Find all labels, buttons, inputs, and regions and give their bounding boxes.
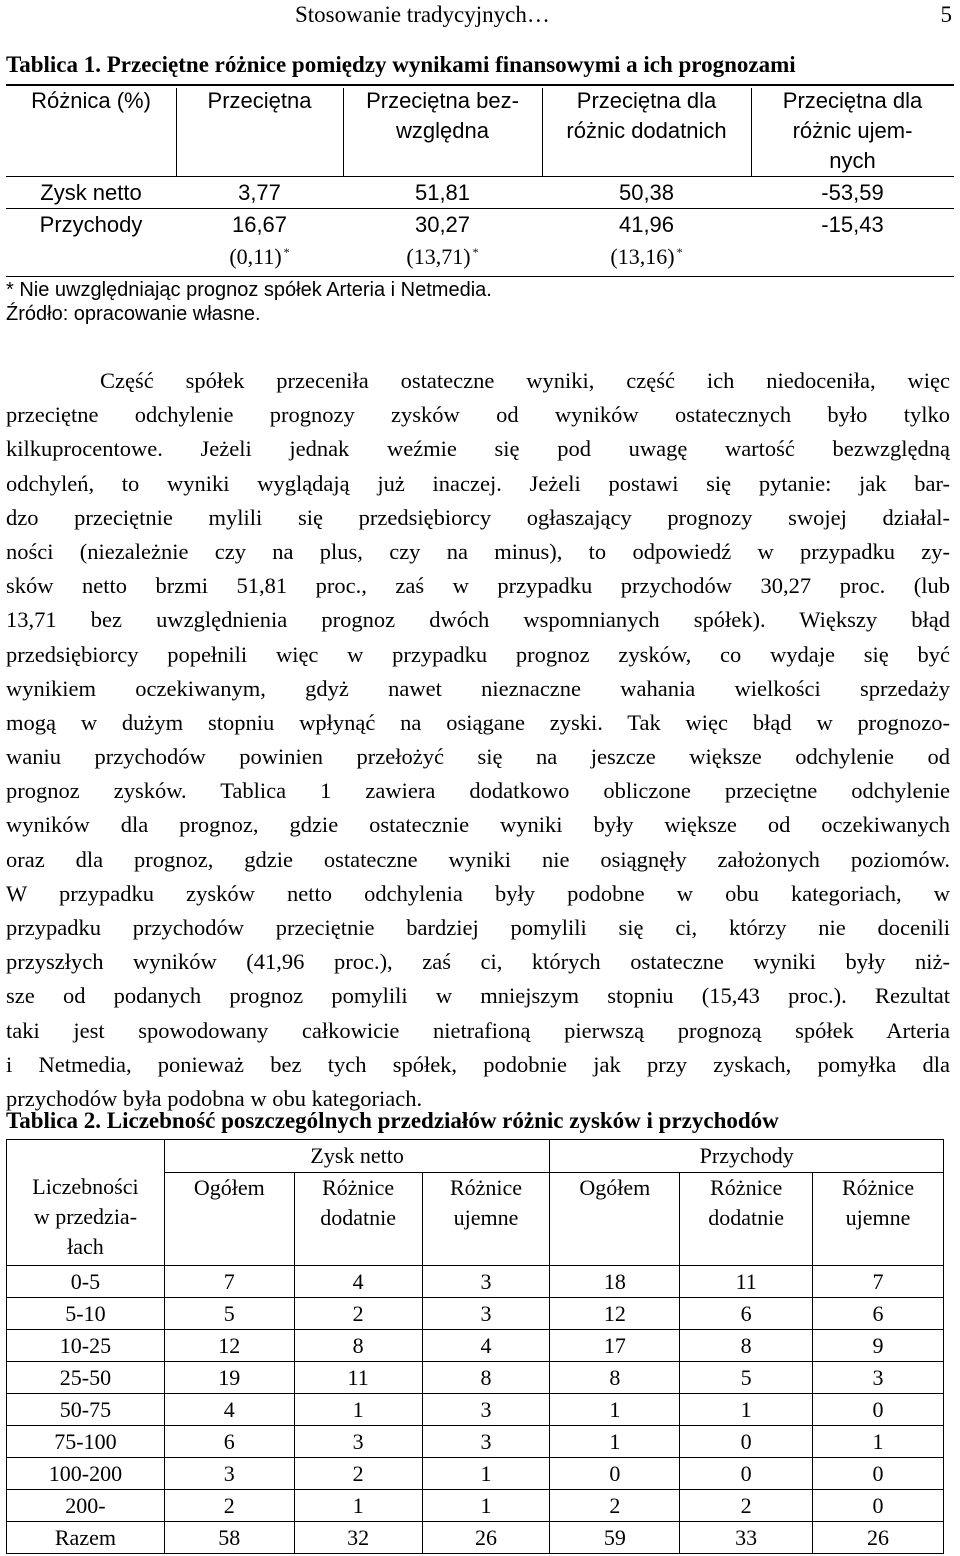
count-cell: 58 (164, 1522, 294, 1554)
table2-sub-roznice-ujemne: Różnice ujemne (813, 1173, 944, 1266)
table1-col-header: Przeciętna (207, 88, 312, 113)
count-cell: 3 (422, 1394, 550, 1426)
count-cell: 6 (164, 1426, 294, 1458)
table2-sub-roznice-ujemne: Różnice ujemne (422, 1173, 550, 1266)
count-cell: 2 (294, 1458, 422, 1490)
count-cell: 0 (813, 1458, 944, 1490)
count-cell: 32 (294, 1522, 422, 1554)
table1-divider (751, 88, 752, 176)
table1-divider (176, 88, 177, 176)
count-cell: 12 (164, 1330, 294, 1362)
table2-sub-ogolem: Ogółem (164, 1173, 294, 1266)
body-line: sków netto brzmi 51,81 proc., zaś w przypadku przychodów 30,27 proc. (lub (6, 573, 950, 599)
body-line: prognoz zysków. Tablica 1 zawiera dodatkowo obliczone przeciętne odchylenie (6, 778, 950, 804)
count-cell: 17 (550, 1330, 680, 1362)
range-label: 0-5 (7, 1266, 165, 1298)
body-line: mogą w dużym stopniu wpłynąć na osiągane zyski. Tak więc błąd w prognozo- (6, 709, 950, 735)
count-cell: 4 (422, 1330, 550, 1362)
count-cell: 1 (680, 1394, 813, 1426)
count-cell: 0 (813, 1394, 944, 1426)
table1-col-header: Przeciętna dla różnic dodatnich (566, 88, 727, 143)
running-title: Stosowanie tradycyjnych… (295, 2, 550, 27)
count-cell: 1 (813, 1426, 944, 1458)
body-line: kilkuprocentowe. Jeżeli jednak weźmie się pod uwagę wartość bezwzględną (6, 436, 950, 462)
table1-bottom-rule (6, 276, 954, 277)
count-cell: 0 (680, 1458, 813, 1490)
table1-col-header: Przeciętna bez- względna (366, 88, 519, 143)
body-line: Część spółek przeceniła ostateczne wyniki, część ich niedoceniła, więc (100, 368, 950, 393)
count-cell: 0 (680, 1426, 813, 1458)
table1-row-rule (6, 208, 954, 209)
cell-negative: -53,59 (821, 180, 884, 205)
table2-row-header: Liczebności w przedzia- łach (7, 1140, 165, 1266)
count-cell: 19 (164, 1362, 294, 1394)
body-line: waniu przychodów powinien przełożyć się na jeszcze większe odchylenie od (6, 744, 950, 770)
table2 (6, 1139, 944, 1554)
body-line: ności (niezależnie czy na plus, czy na minus), to odpowiedź w przypadku zy- (6, 538, 950, 564)
table-row (7, 1490, 944, 1522)
count-cell: 1 (550, 1426, 680, 1458)
table2-sub-roznice-dodatnie: Różnice dodatnie (294, 1173, 422, 1266)
range-label: 200- (7, 1490, 165, 1522)
count-cell: 4 (164, 1394, 294, 1426)
table2-caption: Tablica 2. Liczebność poszczególnych przedziałów różnic zysków i przychodów (6, 1108, 779, 1133)
count-cell: 2 (680, 1490, 813, 1522)
body-line: przeciętne odchylenie prognozy zysków od wyników ostatecznych było tylko (6, 402, 950, 428)
body-line: odchyleń, to wyniki wyglądają już inaczej. Jeżeli postawi się pytanie: jak bar- (6, 470, 950, 496)
count-cell: 7 (164, 1266, 294, 1298)
count-cell: 1 (422, 1490, 550, 1522)
table1-col-header: Przeciętna dla różnic ujem- nych (782, 88, 923, 173)
count-cell: 18 (550, 1266, 680, 1298)
count-cell: 4 (294, 1266, 422, 1298)
cell-average: 16,67 (231, 212, 288, 237)
body-line: wynikiem oczekiwanym, gdyż nawet nieznaczne wahania wielkości sprzedaży (6, 675, 950, 701)
body-line: wyników dla prognoz, gdzie ostatecznie wyniki były większe od oczekiwanych (6, 812, 950, 838)
table2-sub-roznice-dodatnie: Różnice dodatnie (680, 1173, 813, 1266)
page-number: 5 (940, 2, 952, 27)
count-cell: 11 (680, 1266, 813, 1298)
count-cell: 11 (294, 1362, 422, 1394)
count-cell: 6 (813, 1298, 944, 1330)
body-line: taki jest spowodowany całkowicie nietrafioną pierwszą prognozą spółek Arteria (6, 1017, 950, 1043)
body-line: 13,71 bez uwzględnienia prognoz dwóch wspomnianych spółek). Większy błąd (6, 607, 950, 633)
table1-caption: Tablica 1. Przeciętne różnice pomiędzy wynikami finansowymi a ich prognozami (6, 52, 796, 77)
body-line: przedsiębiorcy popełnili więc w przypadku prognoz zysków, co wydaje się być (6, 641, 950, 667)
range-label: 5-10 (7, 1298, 165, 1330)
count-cell: 8 (680, 1330, 813, 1362)
cell-positive: 41,96 (618, 212, 675, 237)
body-line: oraz dla prognoz, gdzie ostateczne wyniki nie osiągnęły założonych poziomów. (6, 846, 950, 872)
cell-absolute: 30,27 (414, 212, 471, 237)
table-row (7, 1426, 944, 1458)
count-cell: 1 (294, 1490, 422, 1522)
count-cell: 26 (813, 1522, 944, 1554)
count-cell: 8 (294, 1330, 422, 1362)
count-cell: 3 (813, 1362, 944, 1394)
cell-absolute: 51,81 (414, 180, 471, 205)
range-label: 25-50 (7, 1362, 165, 1394)
table-row (7, 1362, 944, 1394)
count-cell: 1 (550, 1394, 680, 1426)
count-cell: 5 (164, 1298, 294, 1330)
table-row (7, 1394, 944, 1426)
table1-divider (542, 88, 543, 176)
count-cell: 5 (680, 1362, 813, 1394)
table2-sub-ogolem: Ogółem (550, 1173, 680, 1266)
range-label: 50-75 (7, 1394, 165, 1426)
count-cell: 12 (550, 1298, 680, 1330)
range-label: 10-25 (7, 1330, 165, 1362)
row-label: Zysk netto (40, 180, 142, 205)
table-row (7, 1458, 944, 1490)
body-line: dzo przeciętnie mylili się przedsiębiorcy ogłaszający prognozy swojej działal- (6, 504, 950, 530)
body-line: sze od podanych prognoz pomylili w mniejszym stopniu (15,43 proc.). Rezultat (6, 983, 950, 1009)
body-line: przypadku przychodów przeciętnie bardziej pomylili się ci, którzy nie docenili (6, 915, 950, 940)
cell-positive: 50,38 (618, 180, 675, 205)
count-cell: 6 (680, 1298, 813, 1330)
range-label: 100-200 (7, 1458, 165, 1490)
page-header (0, 2, 960, 32)
cell-absolute-adjusted: (13,71) * (406, 244, 479, 269)
cell-negative: -15,43 (821, 212, 884, 237)
table-row (7, 1330, 944, 1362)
count-cell: 26 (422, 1522, 550, 1554)
count-cell: 0 (550, 1458, 680, 1490)
table-row (7, 1266, 944, 1298)
count-cell: 7 (813, 1266, 944, 1298)
count-cell: 8 (422, 1362, 550, 1394)
row-label: Przychody (39, 212, 143, 237)
count-cell: 3 (164, 1458, 294, 1490)
count-cell: 3 (422, 1298, 550, 1330)
cell-average-adjusted: (0,11) * (229, 244, 290, 269)
body-line: przychodów była podobna w obu kategoriach. (6, 1085, 423, 1111)
count-cell: 2 (294, 1298, 422, 1330)
table-row (7, 1522, 944, 1554)
table1-header-rule (6, 176, 954, 177)
body-line: przyszłych wyników (41,96 proc.), zaś ci, których ostateczne wyniki były niż- (6, 949, 950, 975)
table2-group-header-row (7, 1140, 944, 1173)
count-cell: 2 (164, 1490, 294, 1522)
count-cell: 59 (550, 1522, 680, 1554)
table1-footnote: * Nie uwzględniając prognoz spółek Arteria i Netmedia. (6, 279, 492, 301)
body-line: i Netmedia, ponieważ bez tych spółek, podobnie jak przy zyskach, pomyłka dla (6, 1051, 950, 1077)
table1-divider (343, 88, 344, 176)
table2-body (7, 1266, 944, 1554)
count-cell: 3 (294, 1426, 422, 1458)
table1-source: Źródło: opracowanie własne. (6, 303, 261, 325)
count-cell: 1 (422, 1458, 550, 1490)
table-row (7, 1298, 944, 1330)
range-label: Razem (7, 1522, 165, 1554)
count-cell: 33 (680, 1522, 813, 1554)
body-line: W przypadku zysków netto odchylenia były podobne w obu kategoriach, w (6, 880, 950, 906)
body-paragraph (6, 364, 950, 1116)
count-cell: 3 (422, 1426, 550, 1458)
count-cell: 9 (813, 1330, 944, 1362)
count-cell: 8 (550, 1362, 680, 1394)
cell-positive-adjusted: (13,16) * (610, 244, 683, 269)
cell-average: 3,77 (238, 180, 281, 205)
count-cell: 0 (813, 1490, 944, 1522)
count-cell: 3 (422, 1266, 550, 1298)
table2-group-przychody: Przychody (550, 1140, 944, 1173)
table2-group-zysk: Zysk netto (164, 1140, 550, 1173)
table1-col-header: Różnica (%) (31, 88, 151, 113)
range-label: 75-100 (7, 1426, 165, 1458)
count-cell: 2 (550, 1490, 680, 1522)
count-cell: 1 (294, 1394, 422, 1426)
